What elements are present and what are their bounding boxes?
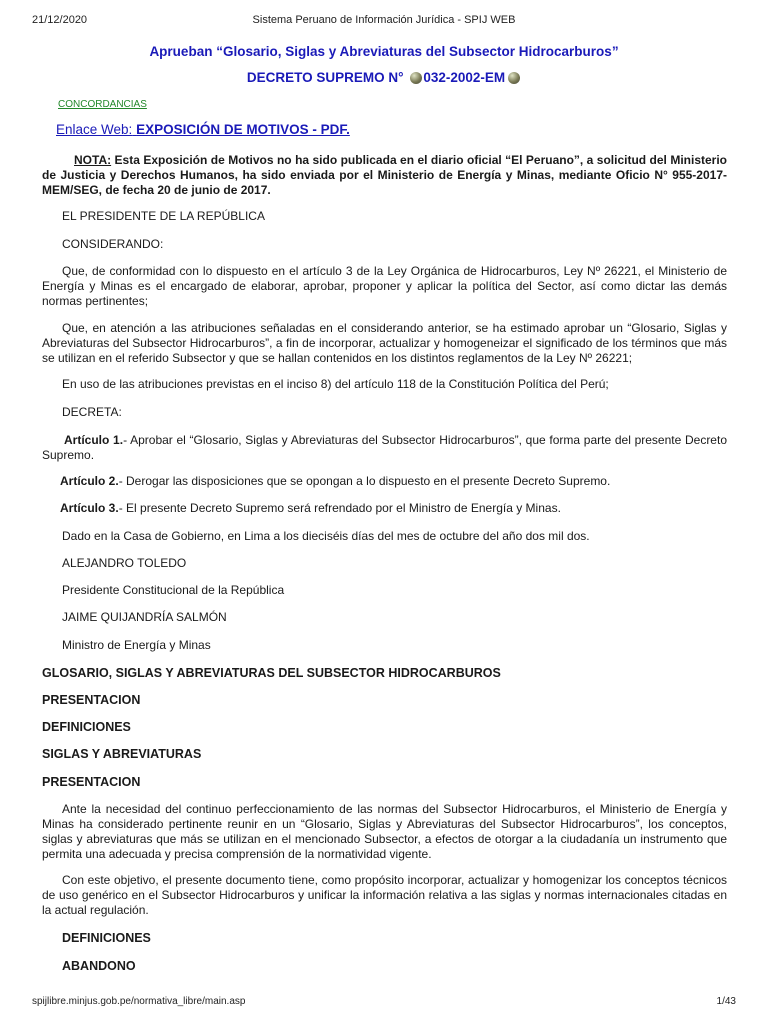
signatory-2-title: Ministro de Energía y Minas bbox=[62, 638, 211, 652]
article-1-text: - Aprobar el “Glosario, Siglas y Abreviaturas del Subsector Hidrocarburos”, que forma parte del presente Decreto Supremo. bbox=[42, 433, 727, 462]
article-1-label: Artículo 1. bbox=[64, 433, 124, 447]
section-siglas: SIGLAS Y ABREVIATURAS bbox=[42, 747, 202, 761]
note-bullet-icon[interactable] bbox=[508, 72, 520, 84]
article-3 bbox=[42, 501, 727, 516]
president-line: EL PRESIDENTE DE LA REPÚBLICA bbox=[62, 209, 265, 223]
section-definiciones-heading: DEFINICIONES bbox=[62, 931, 151, 945]
article-3-text: - El presente Decreto Supremo será refrendado por el Ministro de Energía y Minas. bbox=[118, 501, 561, 515]
constitution-paragraph: En uso de las atribuciones previstas en el inciso 8) del artículo 118 de la Constitución Política del Perú; bbox=[62, 377, 609, 391]
note-bullet-icon[interactable] bbox=[410, 72, 422, 84]
section-glosario: GLOSARIO, SIGLAS Y ABREVIATURAS DEL SUBSECTOR HIDROCARBUROS bbox=[42, 666, 501, 680]
nota-label: NOTA: bbox=[74, 153, 112, 167]
web-link-prefix: Enlace Web: bbox=[56, 122, 133, 137]
print-header bbox=[32, 14, 736, 30]
decree-prefix: DECRETO SUPREMO N° bbox=[246, 70, 404, 85]
presentacion-paragraph-1: Ante la necesidad del continuo perfeccionamiento de las normas del Subsector Hidrocarburos, el Ministerio de Energía y Minas ha considerado pertinente reunir en un “Glosario, Siglas y Abreviaturas del Subsector Hidrocarburos”, los conceptos, siglas y abreviaturas que más se utilizan en el mencionado Subsector, a efectos de otorgar a la ciudadanía un instrumento que permita una adecuada y precisa comprensión de la normatividad vigente. bbox=[42, 802, 727, 861]
signatory-1-name: ALEJANDRO TOLEDO bbox=[62, 556, 187, 570]
article-1 bbox=[42, 433, 727, 463]
considerando-paragraph-1: Que, de conformidad con lo dispuesto en el artículo 3 de la Ley Orgánica de Hidrocarburos, Ley Nº 26221, el Ministerio de Energía y Minas es el encargado de elaborar, aprobar, proponer y aplicar la política del Sector, así como dictar las demás normas pertinentes; bbox=[42, 264, 727, 308]
decree-heading bbox=[0, 70, 768, 85]
considerando-paragraph-2: Que, en atención a las atribuciones señaladas en el considerando anterior, se ha estimado aprobar un “Glosario, Siglas y Abreviaturas del Subsector Hidrocarburos”, a fin de incorporar, actualizar y homogeneizar el significado de los términos que más se utilizan en el referido Subsector y que se hallan contenidos en los distintos reglamentos de la Ley Nº 26221; bbox=[42, 321, 727, 365]
print-site-title: Sistema Peruano de Información Jurídica - SPIJ WEB bbox=[252, 14, 516, 26]
nota-paragraph bbox=[42, 153, 727, 198]
concordancias-link[interactable]: CONCORDANCIAS bbox=[58, 99, 147, 110]
print-footer bbox=[32, 996, 736, 1010]
print-url: spijlibre.minjus.gob.pe/normativa_libre/main.asp bbox=[32, 996, 246, 1007]
page-number: 1/43 bbox=[716, 996, 736, 1007]
section-definiciones: DEFINICIONES bbox=[42, 720, 131, 734]
section-presentacion: PRESENTACION bbox=[42, 693, 141, 707]
article-2-label: Artículo 2. bbox=[60, 474, 119, 488]
term-abandono: ABANDONO bbox=[62, 959, 136, 973]
nota-text: Esta Exposición de Motivos no ha sido publicada en el diario oficial “El Peruano”, a solicitud del Ministerio de Justicia y Derechos Humanos, ha sido enviada por el Ministerio de Energía y Minas, mediante Oficio N° 955-2017-MEM/SEG, de fecha 20 de junio de 2017. bbox=[42, 153, 727, 197]
article-2-text: - Derogar las disposiciones que se opongan a lo dispuesto en el presente Decreto Supremo. bbox=[118, 474, 611, 488]
section-presentacion-heading: PRESENTACION bbox=[42, 775, 141, 789]
web-link-text: EXPOSICIÓN DE MOTIVOS - PDF. bbox=[136, 122, 350, 137]
decree-number: 032-2002-EM bbox=[423, 70, 506, 85]
signatory-2-name: JAIME QUIJANDRÍA SALMÓN bbox=[62, 610, 227, 624]
considerando-line: CONSIDERANDO: bbox=[62, 237, 164, 251]
web-link[interactable] bbox=[56, 122, 350, 137]
document-title: Aprueban “Glosario, Siglas y Abreviaturas del Subsector Hidrocarburos” bbox=[149, 44, 619, 59]
signatory-1-title: Presidente Constitucional de la República bbox=[62, 583, 285, 597]
presentacion-paragraph-2: Con este objetivo, el presente documento tiene, como propósito incorporar, actualizar y homogenizar los conceptos técnicos de uso genérico en el Subsector Hidrocarburos y unificar la información relativa a las siglas y normas internacionales citadas en la actual regulación. bbox=[42, 873, 727, 917]
dado-paragraph: Dado en la Casa de Gobierno, en Lima a los dieciséis días del mes de octubre del año dos mil dos. bbox=[62, 529, 590, 543]
article-2 bbox=[42, 474, 727, 489]
print-date: 21/12/2020 bbox=[32, 14, 88, 26]
decreta-line: DECRETA: bbox=[62, 405, 122, 419]
article-3-label: Artículo 3. bbox=[60, 501, 119, 515]
